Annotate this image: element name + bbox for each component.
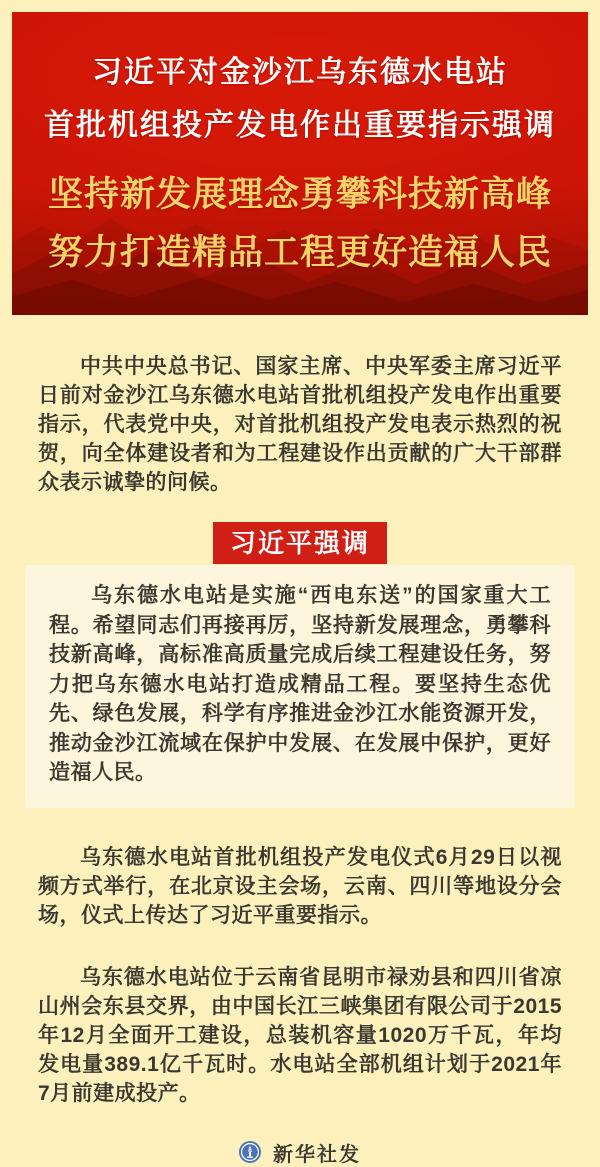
header-subtitle (12, 166, 588, 282)
header-subtitle-line-2: 努力打造精品工程更好造福人民 (47, 233, 552, 272)
quote-text: 乌东德水电站是实施“西电东送”的国家重大工程。希望同志们再接再厉，坚持新发展理念，勇攀科技新高峰，高标准高质量完成后续工程建设任务，努力把乌东德水电站打造成精品工程。要坚持生态优先、绿色发展，科学有序推进金沙江水能资源开发，推动金沙江流域在保护中发展、在发展中保护，更好造福人民。 (49, 584, 551, 784)
xinhua-agency-logo-icon (239, 1141, 261, 1163)
article-body (0, 352, 600, 497)
footer-credit-row (0, 1138, 600, 1167)
header-banner (12, 12, 588, 315)
article-body-continued (0, 843, 600, 1108)
project-facts-paragraph: 乌东德水电站位于云南省昆明市禄劝县和四川省凉山州会东县交界，由中国长江三峡集团有限公司于2015年12月全面开工建设，总装机容量1020万千瓦，年均发电量389.1亿千瓦时。水电站全部机组计划于2021年7月前建成投产。 (38, 965, 562, 1105)
header-title-line-1: 习近平对金沙江乌东德水电站 (92, 56, 508, 89)
header-text-block (12, 12, 588, 282)
header-subtitle-line-1: 坚持新发展理念勇攀科技新高峰 (47, 175, 552, 214)
header-title-line-2: 首批机组投产发电作出重要指示强调 (44, 109, 556, 142)
agency-credit-label: 新华社发 (273, 1143, 361, 1166)
quote-badge: 习近平强调 (213, 522, 387, 564)
intro-paragraph: 中共中央总书记、国家主席、中央军委主席习近平日前对金沙江乌东德水电站首批机组投产发电作出重要指示，代表党中央，对首批机组投产发电表示热烈的祝贺，向全体建设者和为工程建设作出贡献的广大干部群众表示诚挚的问候。 (38, 355, 562, 494)
ceremony-paragraph: 乌东德水电站首批机组投产发电仪式6月29日以视频方式举行，在北京设主会场，云南、四川等地设分会场，仪式上传达了习近平重要指示。 (38, 845, 562, 927)
quote-box (25, 565, 575, 808)
header-title (12, 46, 588, 152)
news-graphic (0, 12, 600, 1166)
